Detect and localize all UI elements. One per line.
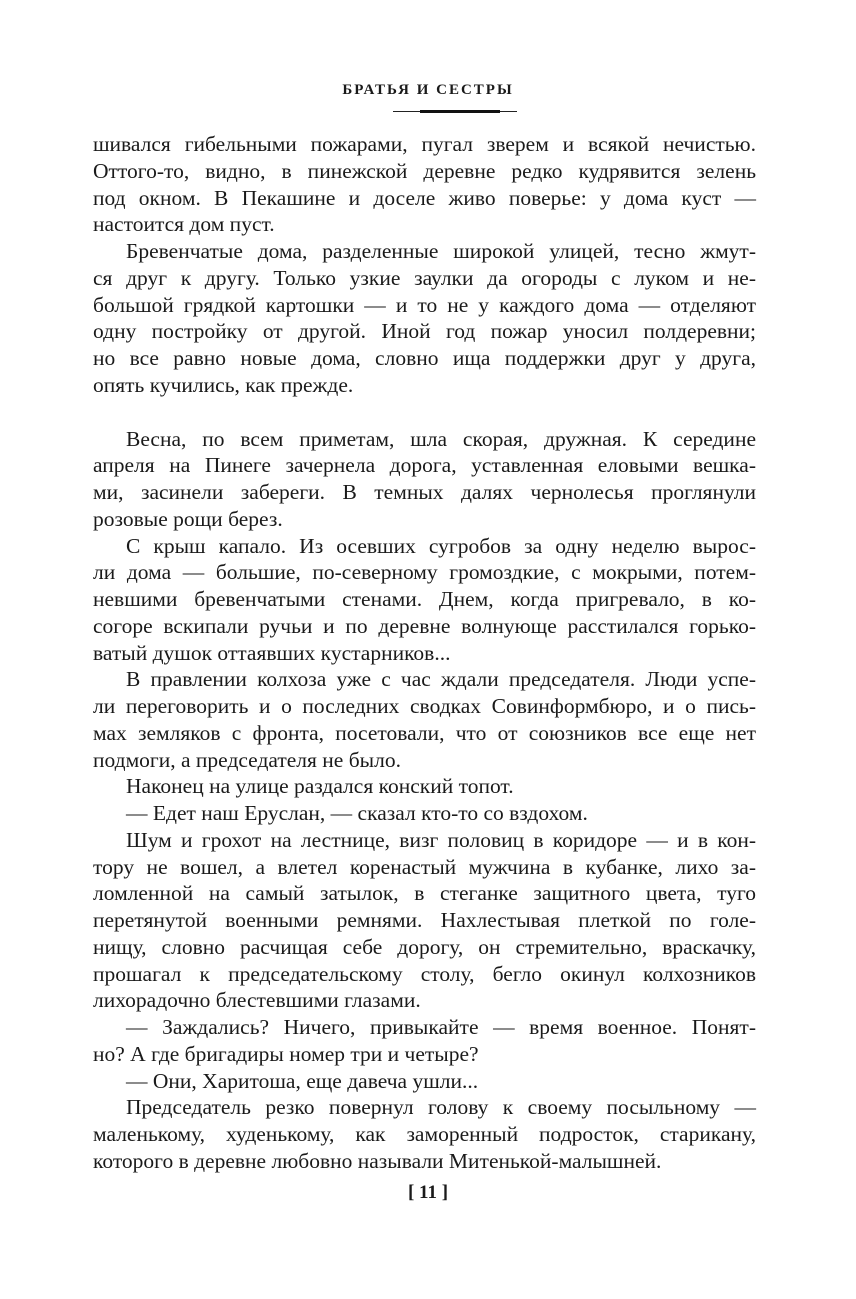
text-line: — Они, Харитоша, еще давеча ушли... — [126, 1068, 479, 1093]
text-line: ми, засинели забереги. В темных далях чернолесья проглянули — [93, 480, 756, 504]
text-line: В правлении колхоза уже с час ждали председателя. Люди успе- — [126, 667, 756, 692]
page-number: [ 11 ] — [407, 1182, 449, 1203]
body-text — [93, 131, 756, 1175]
text-section-1 — [93, 131, 756, 399]
text-line: Председатель резко повернул голову к своему посыльному — — [126, 1095, 756, 1120]
text-line: ломленной на самый затылок, в стеганке защитного цвета, туго — [93, 881, 756, 906]
paragraph — [93, 238, 756, 399]
text-line: розовые рощи берез. — [93, 506, 283, 531]
text-line: невшими бревенчатыми стенами. Днем, когда пригревало, в ко- — [93, 587, 756, 611]
text-line: настоится дом пуст. — [93, 212, 275, 237]
section-break — [93, 399, 756, 426]
text-line: лихорадочно блестевшими глазами. — [93, 988, 421, 1013]
text-line: но? А где бригадиры номер три и четыре? — [93, 1041, 479, 1066]
text-line: Наконец на улице раздался конский топот. — [126, 774, 514, 799]
paragraph — [93, 426, 756, 533]
text-line: шивался гибельными пожарами, пугал зверем и всякой нечистью. — [93, 132, 756, 156]
text-line: ся друг к другу. Только узкие заулки да огороды с луком и не- — [93, 265, 756, 290]
text-line: С крыш капало. Из осевших сугробов за одну неделю вырос- — [126, 533, 756, 558]
text-line: — Едет наш Еруслан, — сказал кто-то со вздохом. — [126, 801, 588, 825]
text-line: которого в деревне любовно называли Митенькой-малышней. — [93, 1148, 662, 1173]
text-line: под окном. В Пекашине и доселе живо поверье: у дома куст — — [93, 185, 756, 210]
paragraph — [93, 666, 756, 773]
paragraph — [93, 1094, 756, 1174]
text-line: Весна, по всем приметам, шла скорая, дружная. К середине — [126, 426, 756, 451]
paragraph — [93, 827, 756, 1014]
text-line: перетянутой военными ремнями. Нахлестывая плеткой по голе- — [93, 908, 756, 932]
text-line: прошагал к председательскому столу, бегло окинул колхозников — [93, 961, 756, 986]
text-line: подмоги, а председателя не было. — [93, 747, 401, 772]
text-line: ватый душок оттаявших кустарников... — [93, 640, 451, 665]
running-title: БРАТЬЯ И СЕСТРЫ — [342, 82, 514, 98]
paragraph — [93, 131, 756, 238]
paragraph — [93, 533, 756, 667]
text-line: маленькому, худенькому, как заморенный подросток, старикану, — [93, 1122, 756, 1146]
paragraph — [93, 1068, 756, 1095]
text-line: опять кучились, как прежде. — [93, 372, 354, 397]
header-rule-ornament — [420, 110, 500, 113]
text-line: Шум и грохот на лестнице, визг половиц в коридоре — и в кон- — [126, 827, 756, 852]
text-line: ли переговорить и о последних сводках Совинформбюро, и о пись- — [93, 694, 756, 718]
text-line: Бревенчатые дома, разделенные широкой улицей, тесно жмут- — [126, 239, 756, 263]
text-line: Оттого-то, видно, в пинежской деревне редко кудрявится зелень — [93, 158, 756, 183]
text-line: большой грядкой картошки — и то не у каждого дома — отделяют — [93, 292, 756, 317]
paragraph — [93, 800, 756, 827]
text-line: ли дома — большие, по-северному громоздкие, с мокрыми, потем- — [93, 560, 756, 585]
text-line: — Заждались? Ничего, привыкайте — время военное. Понят- — [126, 1015, 756, 1039]
text-line: нищу, словно расчищая себе дорогу, он стремительно, враскачку, — [93, 934, 756, 959]
text-line: мах земляков с фронта, посетовали, что от союзников все еще нет — [93, 720, 756, 745]
paragraph — [93, 1014, 756, 1068]
text-line: тору не вошел, а влетел коренастый мужчина в кубанке, лихо за- — [93, 854, 756, 879]
text-line: но все равно новые дома, словно ища поддержки друг у друга, — [93, 346, 756, 370]
paragraph — [93, 773, 756, 800]
text-line: согоре вскипали ручьи и по деревне волнующе расстилался горько- — [93, 613, 756, 638]
text-section-2 — [93, 426, 756, 1175]
text-line: апреля на Пинеге зачернела дорога, уставленная еловыми вешка- — [93, 453, 756, 478]
text-line: одну постройку от другой. Иной год пожар уносил полдеревни; — [93, 319, 756, 344]
